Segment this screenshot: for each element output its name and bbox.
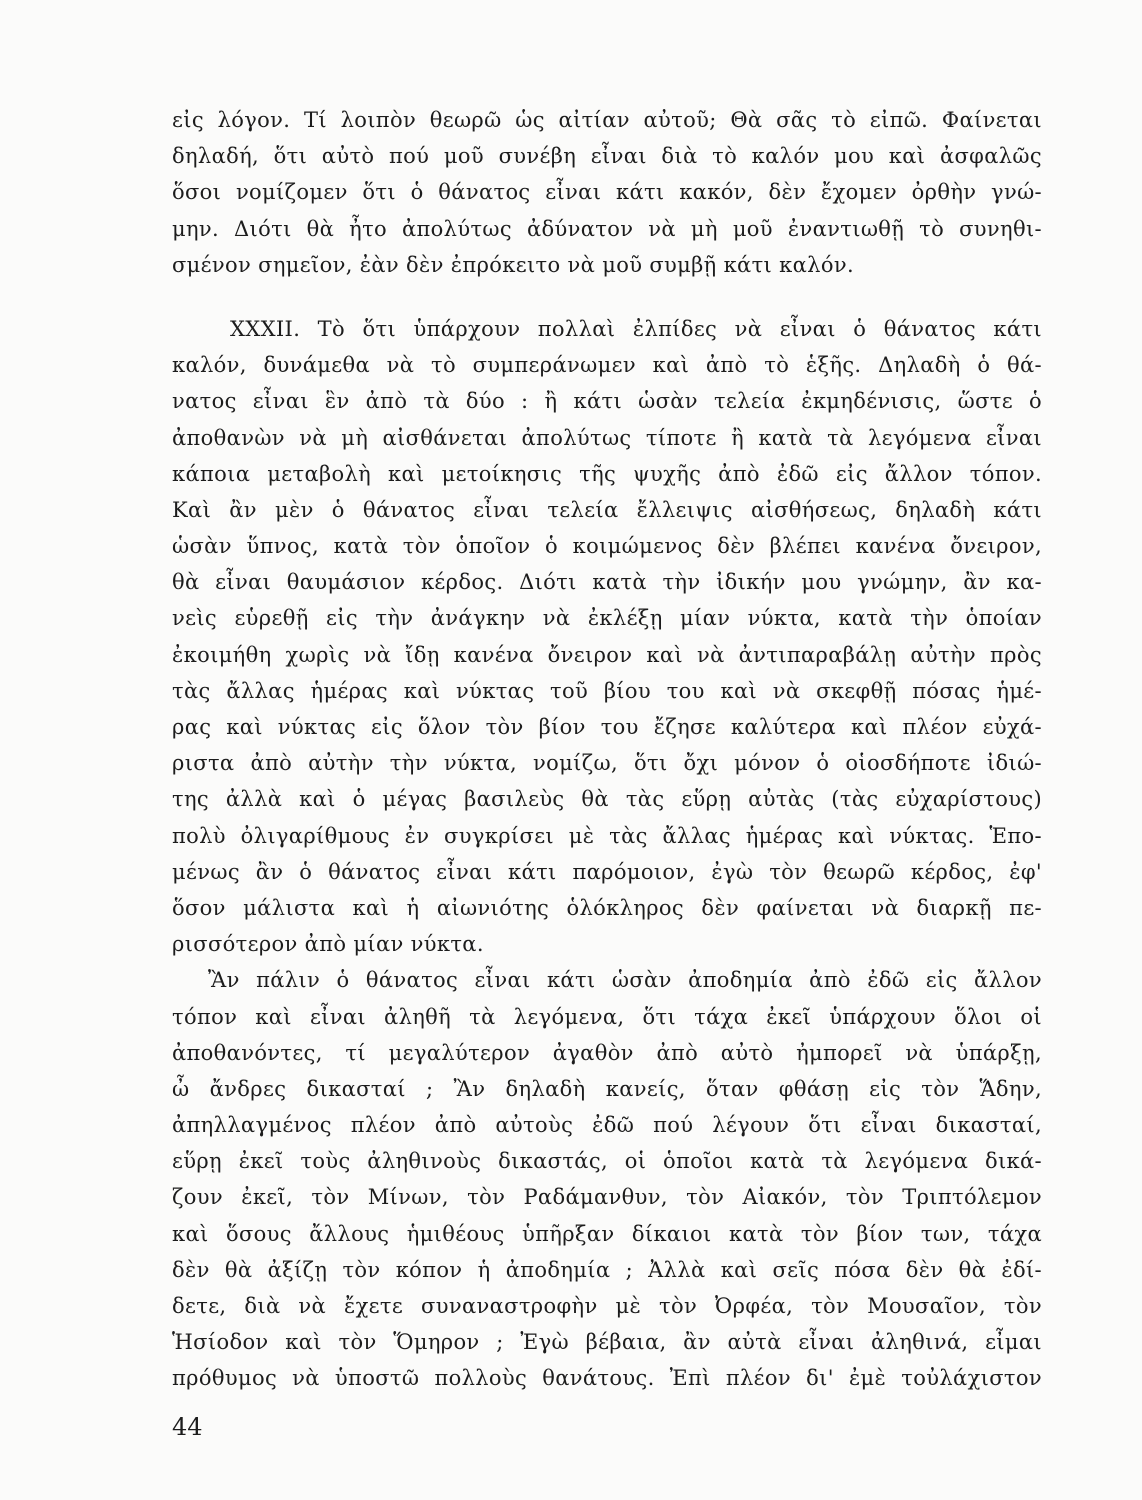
text-line: πρόθυμος νὰ ὑποστῶ πολλοὺς θανάτους. Ἐπὶ πλέον δι' ἐμὲ τοὐλάχιστον xyxy=(172,1366,1042,1391)
text-line: ὅσον μάλιστα καὶ ἡ αἰωνιότης ὁλόκληρος δὲν φαίνεται νὰ διαρκῇ πε- xyxy=(172,895,1042,920)
text-line: δὲν θὰ ἀξίζῃ τὸν κόπον ἡ ἀποδημία ; Ἀλλὰ καὶ σεῖς πόσα δὲν θὰ ἐδί- xyxy=(172,1257,1042,1282)
text-line: τὰς ἄλλας ἡμέρας καὶ νύκτας τοῦ βίου του καὶ νὰ σκεφθῇ πόσας ἡμέ- xyxy=(172,678,1042,703)
text-line: της ἀλλὰ καὶ ὁ μέγας βασιλεὺς θὰ τὰς εὕρῃ αὐτὰς (τὰς εὐχαρίστους) xyxy=(172,787,1042,812)
page-number: 44 xyxy=(172,1413,203,1441)
text-line: δετε, διὰ νὰ ἔχετε συναναστροφὴν μὲ τὸν Ὀρφέα, τὸν Μουσαῖον, τὸν xyxy=(172,1294,1042,1318)
text-line: ριστα ἀπὸ αὐτὴν τὴν νύκτα, νομίζω, ὅτι ὄχι μόνον ὁ οἱοσδήποτε ἰδιώ- xyxy=(172,751,1042,776)
text-line: Ἡσίοδον καὶ τὸν Ὅμηρον ; Ἐγὼ βέβαια, ἂν αὐτὰ εἶναι ἀληθινά, εἶμαι xyxy=(172,1330,1042,1355)
text-line: σμένον σημεῖον, ἐὰν δὲν ἐπρόκειτο νὰ μοῦ συμβῇ κάτι καλόν. xyxy=(172,252,854,277)
text-line: ἐκοιμήθη χωρὶς νὰ ἴδῃ κανένα ὄνειρον καὶ νὰ ἀντιπαραβάλῃ αὐτὴν πρὸς xyxy=(172,642,1042,667)
text-line: πολὺ ὀλιγαρίθμους ἐν συγκρίσει μὲ τὰς ἄλλας ἡμέρας καὶ νύκτας. Ἑπο- xyxy=(172,823,1042,848)
text-line: ζουν ἐκεῖ, τὸν Μίνων, τὸν Ραδάμανθυν, τὸν Αἰακόν, τὸν Τριπτόλεμον xyxy=(172,1185,1042,1210)
paragraph-start-line: Ἂν πάλιν ὁ θάνατος εἶναι κάτι ὡσὰν ἀποδημία ἀπὸ ἐδῶ εἰς ἄλλον xyxy=(208,968,1042,993)
text-line: ρας καὶ νύκτας εἰς ὅλον τὸν βίον του ἔζησε καλύτερα καὶ πλέον εὐχά- xyxy=(172,715,1042,739)
body-text xyxy=(172,102,1042,1397)
text-line: κάποια μεταβολὴ καὶ μετοίκησις τῆς ψυχῆς ἀπὸ ἐδῶ εἰς ἄλλον τόπον. xyxy=(172,461,1042,486)
text-line: τόπον καὶ εἶναι ἀληθῆ τὰ λεγόμενα, ὅτι τάχα ἐκεῖ ὑπάρχουν ὅλοι οἱ xyxy=(172,1004,1042,1029)
text-line: μην. Διότι θὰ ἦτο ἀπολύτως ἀδύνατον νὰ μὴ μοῦ ἐναντιωθῇ τὸ συνηθι- xyxy=(172,216,1042,241)
text-line: εἰς λόγον. Τί λοιπὸν θεωρῶ ὡς αἰτίαν αὐτοῦ; Θὰ σᾶς τὸ εἰπῶ. Φαίνεται xyxy=(172,108,1042,132)
text-line: νατος εἶναι ἓν ἀπὸ τὰ δύο : ἢ κάτι ὡσὰν τελεία ἐκμηδένισις, ὥστε ὁ xyxy=(172,389,1042,414)
text-line: ἀποθανόντες, τί μεγαλύτερον ἀγαθὸν ἀπὸ αὐτὸ ἠμπορεῖ νὰ ὑπάρξῃ, xyxy=(172,1040,1042,1065)
text-line: εὕρῃ ἐκεῖ τοὺς ἀληθινοὺς δικαστάς, οἱ ὁποῖοι κατὰ τὰ λεγόμενα δικά- xyxy=(172,1149,1042,1174)
text-line: καὶ ὅσους ἄλλους ἡμιθέους ὑπῆρξαν δίκαιοι κατὰ τὸν βίον των, τάχα xyxy=(172,1221,1042,1246)
text-line: ρισσότερον ἀπὸ μίαν νύκτα. xyxy=(172,932,484,957)
text-line: Καὶ ἂν μὲν ὁ θάνατος εἶναι τελεία ἔλλειψις αἰσθήσεως, δηλαδὴ κάτι xyxy=(172,497,1042,522)
text-line: νεὶς εὑρεθῇ εἰς τὴν ἀνάγκην νὰ ἐκλέξῃ μίαν νύκτα, κατὰ τὴν ὁποίαν xyxy=(172,606,1042,631)
text-line: ὡσὰν ὕπνος, κατὰ τὸν ὁποῖον ὁ κοιμώμενος δὲν βλέπει κανένα ὄνειρον, xyxy=(172,534,1042,559)
text-line: ἀποθανὼν νὰ μὴ αἰσθάνεται ἀπολύτως τίποτε ἢ κατὰ τὰ λεγόμενα εἶναι xyxy=(172,425,1042,450)
chapter-heading-line: XXXII. Τὸ ὅτι ὑπάρχουν πολλαὶ ἐλπίδες νὰ εἶναι ὁ θάνατος κάτι xyxy=(230,316,1042,341)
text-line: ὅσοι νομίζομεν ὅτι ὁ θάνατος εἶναι κάτι κακόν, δὲν ἔχομεν ὀρθὴν γνώ- xyxy=(172,180,1042,205)
text-line: θὰ εἶναι θαυμάσιον κέρδος. Διότι κατὰ τὴν ἰδικήν μου γνώμην, ἂν κα- xyxy=(172,570,1042,595)
text-line: ὦ ἄνδρες δικασταί ; Ἂν δηλαδὴ κανείς, ὅταν φθάσῃ εἰς τὸν Ἅδην, xyxy=(172,1076,1042,1101)
text-line: καλόν, δυνάμεθα νὰ τὸ συμπεράνωμεν καὶ ἀπὸ τὸ ἑξῆς. Δηλαδὴ ὁ θά- xyxy=(172,353,1042,378)
text-line: δηλαδή, ὅτι αὐτὸ πού μοῦ συνέβη εἶναι διὰ τὸ καλόν μου καὶ ἀσφαλῶς xyxy=(172,144,1042,169)
text-line: ἀπηλλαγμένος πλέον ἀπὸ αὐτοὺς ἐδῶ πού λέγουν ὅτι εἶναι δικασταί, xyxy=(172,1113,1042,1138)
text-line: μένως ἂν ὁ θάνατος εἶναι κάτι παρόμοιον, ἐγὼ τὸν θεωρῶ κέρδος, ἐφ' xyxy=(172,859,1042,884)
